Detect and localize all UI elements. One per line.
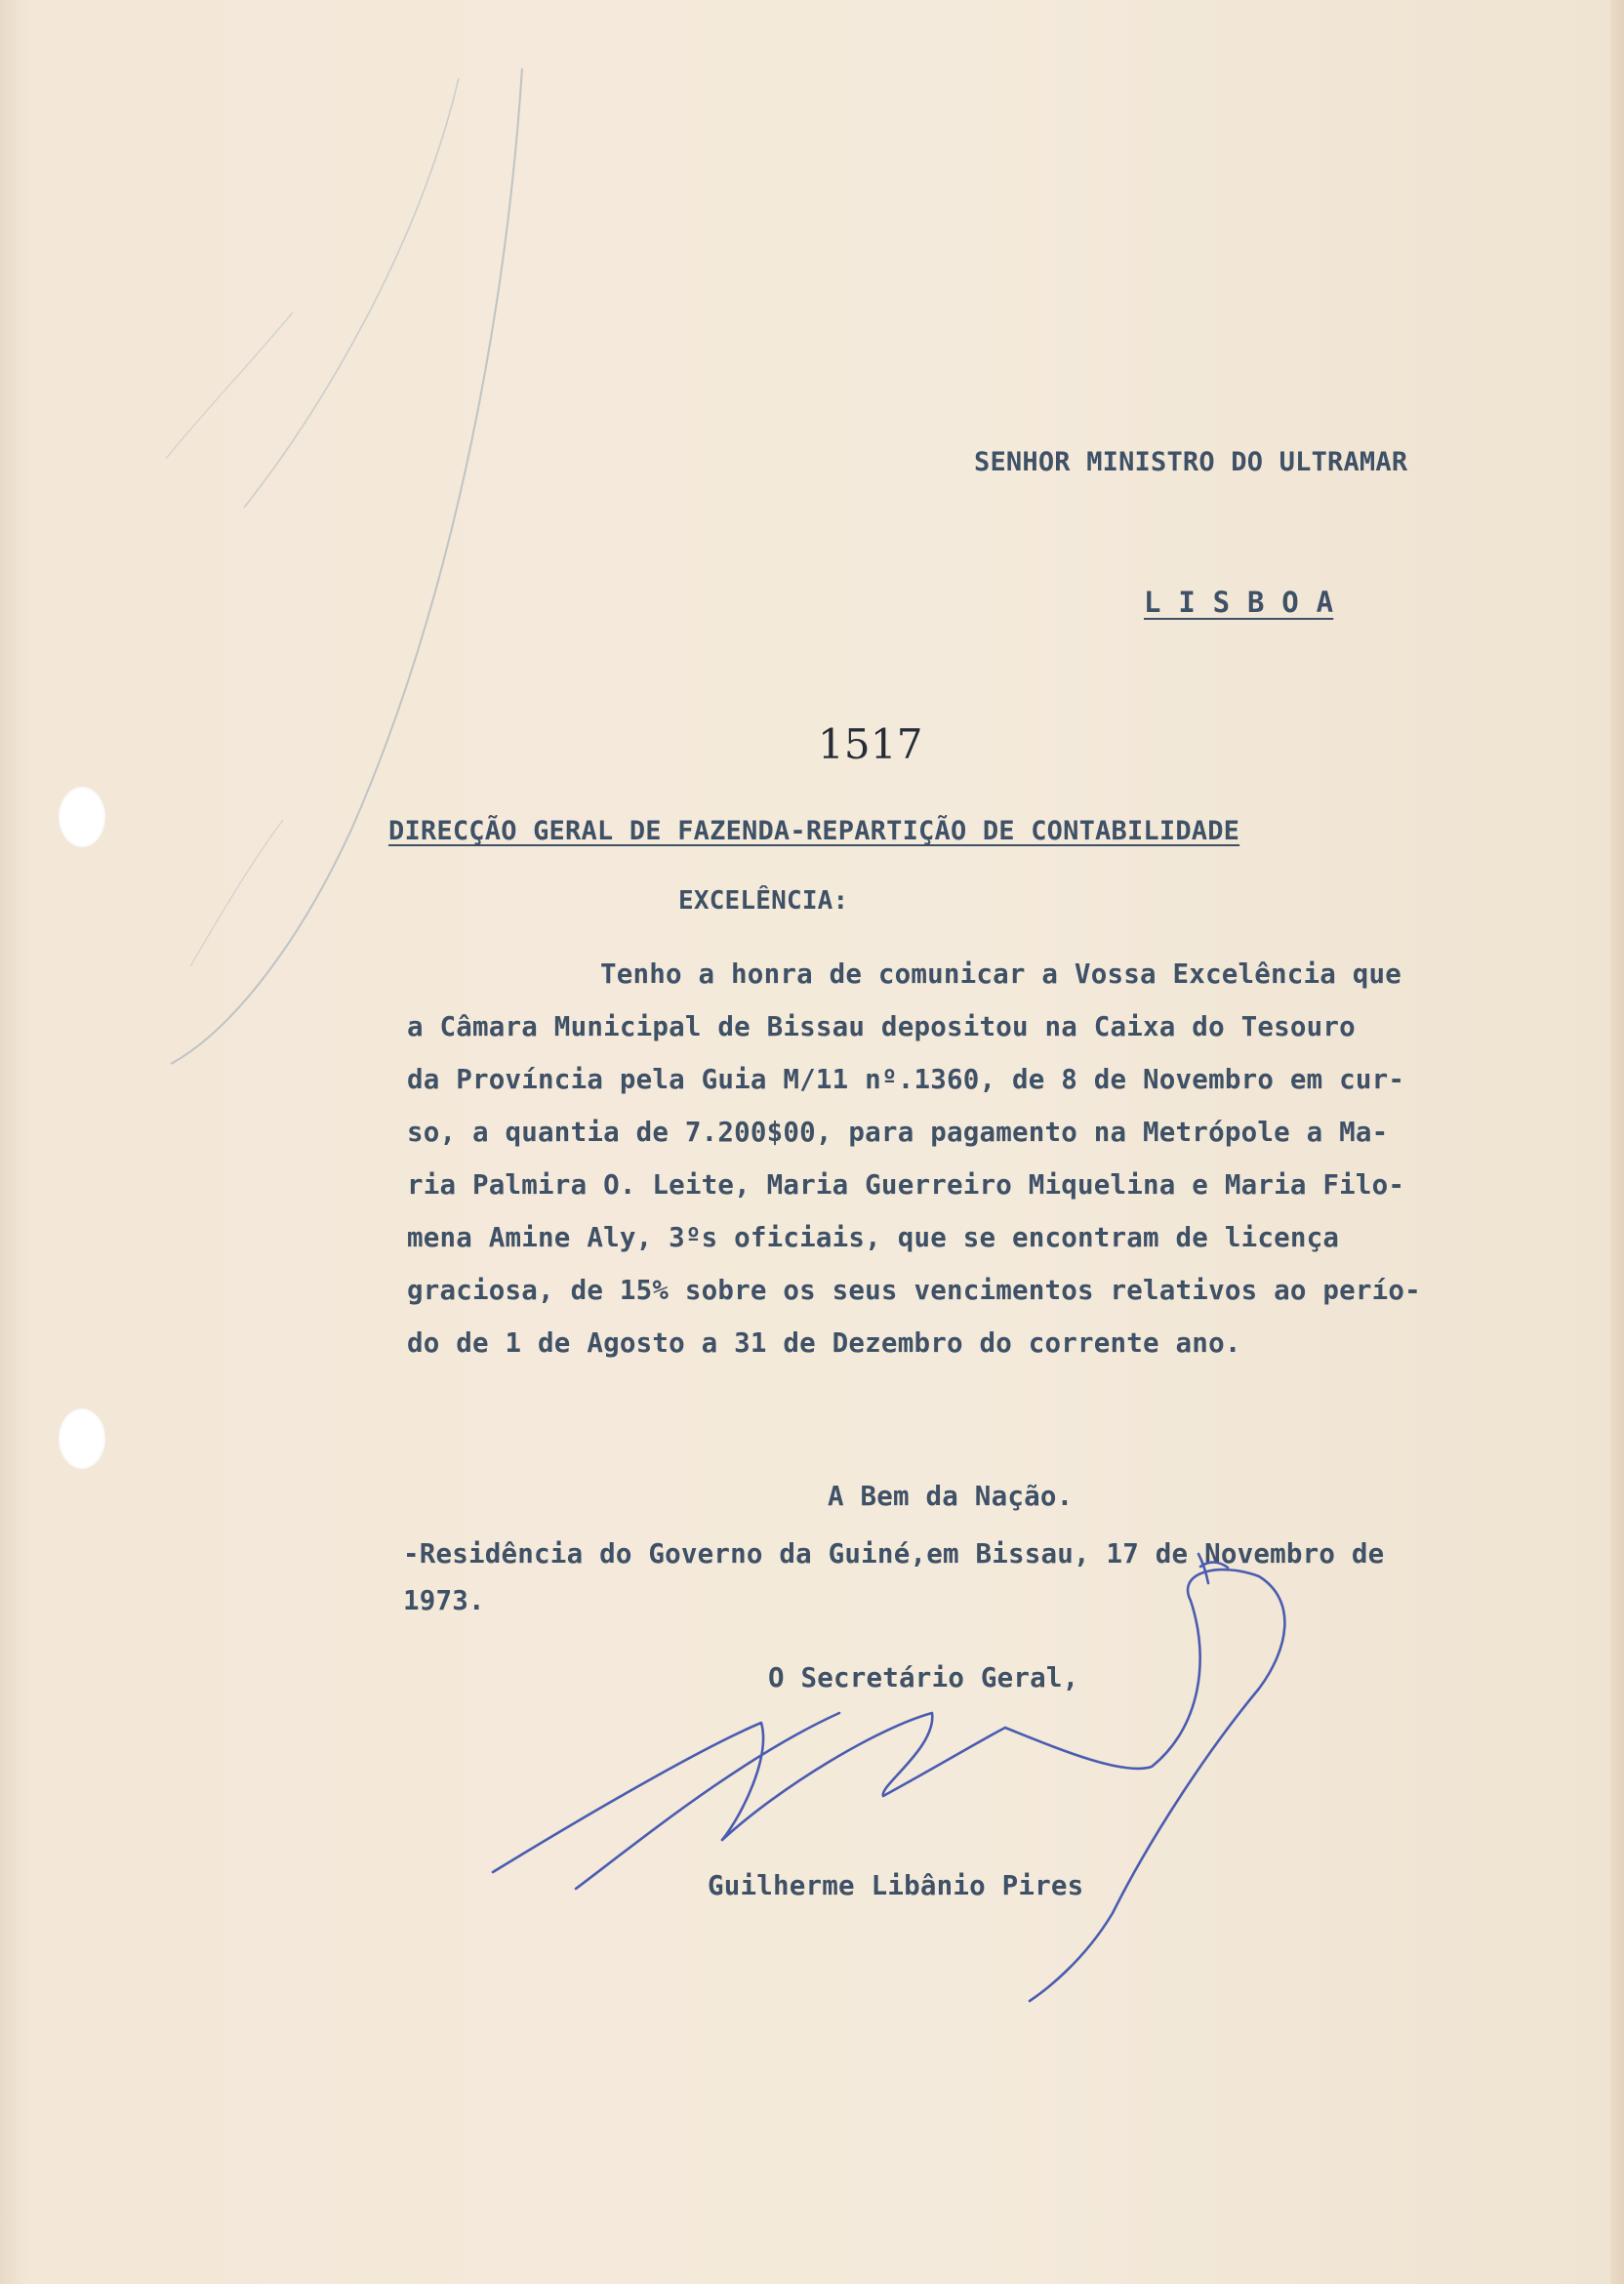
body-line: ria Palmira O. Leite, Maria Guerreiro Miquelina e Maria Filo- — [407, 1169, 1405, 1201]
signer-name: Guilherme Libânio Pires — [708, 1870, 1084, 1901]
location-date-line: -Residência do Governo da Guiné,em Bissau, 17 de Novembro de — [403, 1538, 1385, 1570]
body-line: do de 1 de Agosto a 31 de Dezembro do corrente ano. — [407, 1327, 1241, 1359]
department-heading: DIRECÇÃO GERAL DE FAZENDA-REPARTIÇÃO DE CONTABILIDADE — [388, 816, 1240, 846]
date-year: 1973. — [403, 1585, 485, 1616]
signer-title: O Secretário Geral, — [768, 1662, 1079, 1693]
body-line: da Província pela Guia M/11 nº.1360, de 8 de Novembro em cur- — [407, 1064, 1405, 1095]
body-line: graciosa, de 15% sobre os seus vencimentos relativos ao perío- — [407, 1275, 1421, 1306]
recipient-line: SENHOR MINISTRO DO ULTRAMAR — [974, 447, 1408, 477]
salutation: EXCELÊNCIA: — [678, 886, 849, 916]
document-number: 1517 — [818, 720, 923, 768]
body-line: so, a quantia de 7.200$00, para pagamento na Metrópole a Ma- — [407, 1117, 1389, 1148]
body-line: mena Amine Aly, 3ºs oficiais, que se encontram de licença — [407, 1222, 1340, 1253]
body-line: Tenho a honra de comunicar a Vossa Excelência que — [600, 958, 1402, 990]
city-line: L I S B O A — [1144, 586, 1334, 619]
body-line: a Câmara Municipal de Bissau depositou na Caixa do Tesouro — [407, 1011, 1356, 1042]
closing-formula: A Bem da Nação. — [828, 1481, 1074, 1512]
